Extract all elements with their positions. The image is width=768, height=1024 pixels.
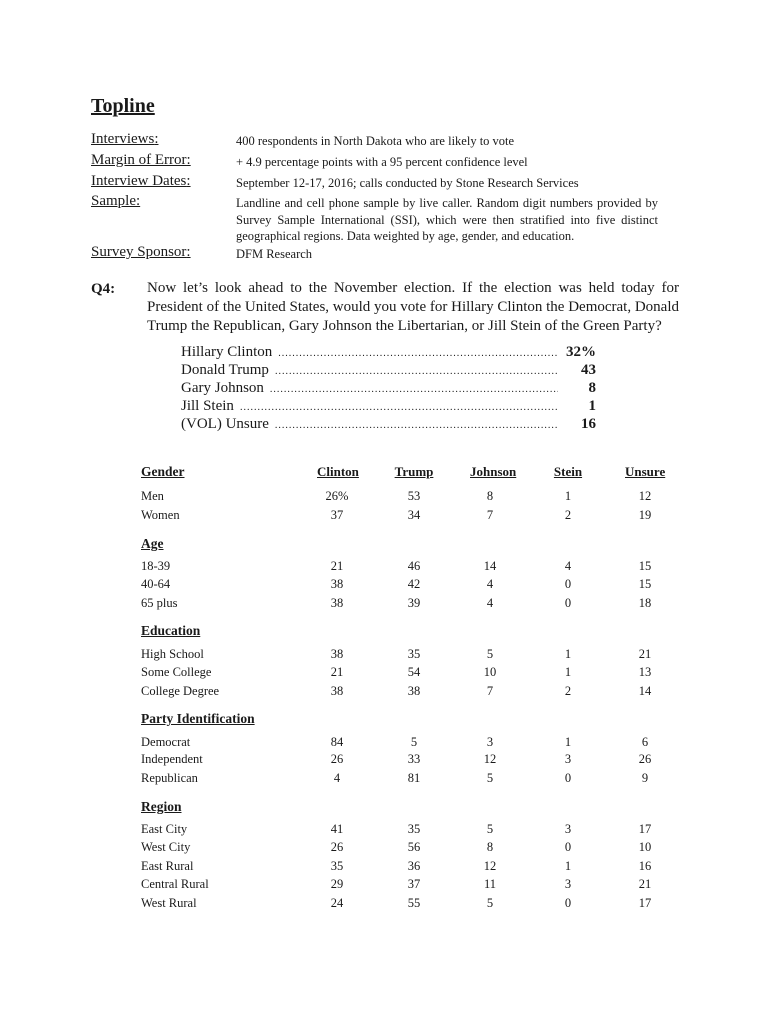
meta-value: Landline and cell phone sample by live caller. Random digit numbers provided by Survey Sample International (SSI), which were then stratified into five distinct geographical regions. Data weighted by age, gender, and education. <box>236 196 658 243</box>
group-header-gender: Gender <box>141 464 185 479</box>
meta-label: Interview Dates: <box>91 173 191 189</box>
cell-trump: 46 <box>407 559 421 573</box>
cell-stein: 3 <box>564 877 572 891</box>
result-row <box>181 380 596 398</box>
table-row <box>141 896 681 914</box>
cell-clinton: 84 <box>330 735 344 749</box>
cell-unsure: 17 <box>638 822 652 836</box>
cell-johnson: 5 <box>486 647 494 661</box>
cell-stein: 0 <box>564 577 572 591</box>
cell-johnson: 8 <box>486 489 494 503</box>
cell-unsure: 26 <box>638 752 652 766</box>
cell-clinton: 26 <box>330 840 344 854</box>
cell-stein: 1 <box>564 647 572 661</box>
cell-stein: 0 <box>564 840 572 854</box>
row-label: 65 plus <box>141 596 178 610</box>
cell-unsure: 12 <box>638 489 652 503</box>
cell-trump: 34 <box>407 508 421 522</box>
table-row <box>141 877 681 895</box>
column-header-clinton: Clinton <box>317 464 359 479</box>
cell-unsure: 21 <box>638 647 652 661</box>
row-label: Independent <box>141 752 203 766</box>
cell-trump: 53 <box>407 489 421 503</box>
cell-johnson: 10 <box>483 665 497 679</box>
column-header-unsure: Unsure <box>625 464 666 479</box>
table-row <box>141 684 681 702</box>
meta-label: Margin of Error: <box>91 152 191 168</box>
row-label: Democrat <box>141 735 191 749</box>
result-row <box>181 362 596 380</box>
row-label: College Degree <box>141 684 220 698</box>
cell-unsure: 17 <box>638 896 652 910</box>
dot-leader <box>278 348 558 359</box>
cell-stein: 2 <box>564 508 572 522</box>
cell-unsure: 16 <box>638 859 652 873</box>
result-value: 1 <box>588 398 596 414</box>
column-header-trump: Trump <box>394 464 434 479</box>
result-row <box>181 344 596 362</box>
table-row <box>141 577 681 595</box>
cell-johnson: 5 <box>486 896 494 910</box>
cell-trump: 36 <box>407 859 421 873</box>
cell-unsure: 15 <box>638 577 652 591</box>
cell-johnson: 5 <box>486 771 494 785</box>
table-row <box>141 647 681 665</box>
cell-clinton: 38 <box>330 684 344 698</box>
cell-trump: 42 <box>407 577 421 591</box>
cell-johnson: 5 <box>486 822 494 836</box>
cell-unsure: 15 <box>638 559 652 573</box>
cell-clinton: 38 <box>330 577 344 591</box>
result-row <box>181 398 596 416</box>
cell-trump: 56 <box>407 840 421 854</box>
cell-trump: 54 <box>407 665 421 679</box>
cell-clinton: 35 <box>330 859 344 873</box>
cell-johnson: 12 <box>483 752 497 766</box>
dot-leader <box>240 402 558 413</box>
cell-clinton: 26% <box>325 489 349 503</box>
result-value: 43 <box>581 362 596 378</box>
result-label: Jill Stein <box>181 398 234 414</box>
table-row <box>141 596 681 614</box>
row-label: East City <box>141 822 188 836</box>
meta-value: DFM Research <box>236 247 313 261</box>
table-row <box>141 735 681 753</box>
cell-clinton: 26 <box>330 752 344 766</box>
cell-trump: 33 <box>407 752 421 766</box>
cell-stein: 0 <box>564 596 572 610</box>
cell-stein: 3 <box>564 752 572 766</box>
meta-value: + 4.9 percentage points with a 95 percent confidence level <box>236 155 528 169</box>
table-row <box>141 771 681 789</box>
cell-johnson: 4 <box>486 577 494 591</box>
cell-trump: 55 <box>407 896 421 910</box>
cell-trump: 39 <box>407 596 421 610</box>
cell-stein: 4 <box>564 559 572 573</box>
cell-clinton: 21 <box>330 665 344 679</box>
cell-trump: 81 <box>407 771 421 785</box>
result-row <box>181 416 596 434</box>
meta-value: September 12-17, 2016; calls conducted by Stone Research Services <box>236 176 579 190</box>
question-label: Q4: <box>91 281 116 297</box>
cell-johnson: 7 <box>486 684 494 698</box>
group-header-age: Age <box>141 536 164 551</box>
table-row <box>141 752 681 770</box>
cell-stein: 1 <box>564 735 572 749</box>
cell-clinton: 4 <box>333 771 341 785</box>
cell-clinton: 21 <box>330 559 344 573</box>
cell-unsure: 13 <box>638 665 652 679</box>
cell-stein: 0 <box>564 896 572 910</box>
cell-trump: 35 <box>407 647 421 661</box>
row-label: Republican <box>141 771 198 785</box>
cell-clinton: 38 <box>330 647 344 661</box>
cell-unsure: 14 <box>638 684 652 698</box>
row-label: West Rural <box>141 896 197 910</box>
meta-label: Interviews: <box>91 131 159 147</box>
row-label: Men <box>141 489 164 503</box>
table-row <box>141 665 681 683</box>
cell-johnson: 11 <box>483 877 497 891</box>
dot-leader <box>270 384 558 395</box>
cell-johnson: 4 <box>486 596 494 610</box>
result-value: 16 <box>581 416 596 432</box>
group-header-party-identification: Party Identification <box>141 711 255 726</box>
meta-value: 400 respondents in North Dakota who are likely to vote <box>236 134 515 148</box>
meta-label: Survey Sponsor: <box>91 244 191 260</box>
cell-trump: 5 <box>410 735 418 749</box>
cell-johnson: 7 <box>486 508 494 522</box>
cell-stein: 2 <box>564 684 572 698</box>
cell-unsure: 21 <box>638 877 652 891</box>
page-title: Topline <box>91 95 155 117</box>
cell-trump: 38 <box>407 684 421 698</box>
row-label: Women <box>141 508 180 522</box>
row-label: 40-64 <box>141 577 171 591</box>
meta-label: Sample: <box>91 193 141 209</box>
result-label: Donald Trump <box>181 362 269 378</box>
result-value: 32% <box>566 344 596 360</box>
table-row <box>141 559 681 577</box>
cell-stein: 1 <box>564 489 572 503</box>
cell-trump: 37 <box>407 877 421 891</box>
cell-unsure: 19 <box>638 508 652 522</box>
cell-clinton: 38 <box>330 596 344 610</box>
group-header-education: Education <box>141 623 201 638</box>
table-row <box>141 489 681 507</box>
question-text: Now let’s look ahead to the November election. If the election was held today for President of the United States, would you vote for Hillary Clinton the Democrat, Donald Trump the Republican, Gary Johnson the Libertarian, or Jill Stein of the Green Party? <box>147 280 679 334</box>
cell-clinton: 37 <box>330 508 344 522</box>
table-row <box>141 859 681 877</box>
result-label: Gary Johnson <box>181 380 264 396</box>
column-header-stein: Stein <box>553 464 583 479</box>
table-row <box>141 840 681 858</box>
row-label: West City <box>141 840 191 854</box>
row-label: Central Rural <box>141 877 209 891</box>
group-header-region: Region <box>141 799 182 814</box>
cell-stein: 1 <box>564 859 572 873</box>
cell-johnson: 12 <box>483 859 497 873</box>
cell-johnson: 14 <box>483 559 497 573</box>
dot-leader <box>275 366 558 377</box>
cell-unsure: 6 <box>641 735 649 749</box>
cell-stein: 0 <box>564 771 572 785</box>
row-label: 18-39 <box>141 559 171 573</box>
cell-stein: 3 <box>564 822 572 836</box>
cell-unsure: 10 <box>638 840 652 854</box>
cell-unsure: 9 <box>641 771 649 785</box>
result-value: 8 <box>588 380 596 396</box>
cell-trump: 35 <box>407 822 421 836</box>
result-label: (VOL) Unsure <box>181 416 269 432</box>
topline-results <box>181 344 596 434</box>
cell-clinton: 24 <box>330 896 344 910</box>
column-header-johnson: Johnson <box>470 464 517 479</box>
row-label: Some College <box>141 665 212 679</box>
table-row <box>141 822 681 840</box>
cell-stein: 1 <box>564 665 572 679</box>
cell-johnson: 8 <box>486 840 494 854</box>
row-label: East Rural <box>141 859 194 873</box>
result-label: Hillary Clinton <box>181 344 273 360</box>
row-label: High School <box>141 647 204 661</box>
dot-leader <box>275 420 558 431</box>
cell-unsure: 18 <box>638 596 652 610</box>
cell-clinton: 29 <box>330 877 344 891</box>
cell-clinton: 41 <box>330 822 344 836</box>
cell-johnson: 3 <box>486 735 494 749</box>
table-row <box>141 508 681 526</box>
